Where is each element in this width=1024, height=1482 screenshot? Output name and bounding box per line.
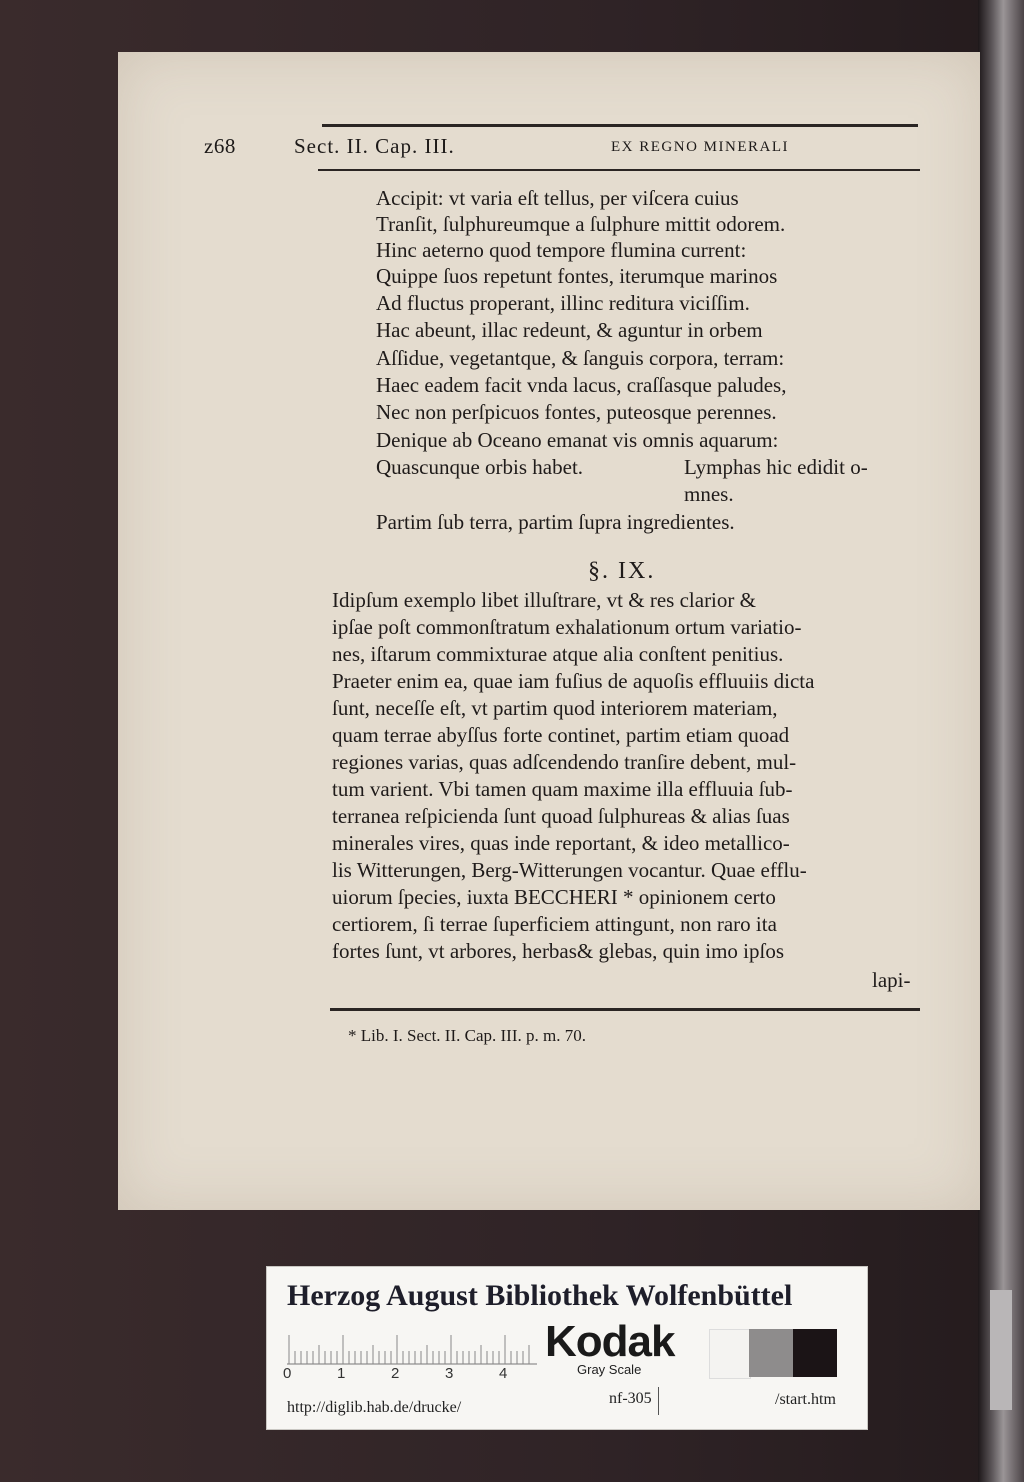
verse-line bbox=[376, 186, 739, 211]
prose-line: lis Witterungen, Berg-Witterungen vocantur. Quae efflu- bbox=[332, 858, 807, 882]
verse-text: Nec non perſpicuos fontes, puteosque perennes. bbox=[376, 400, 777, 424]
prose-line: terranea reſpicienda ſunt quoad ſulphureas & alias ſuas bbox=[332, 804, 790, 828]
verse-text: Quippe ſuos repetunt fontes, iterumque marinos bbox=[376, 264, 778, 288]
book-edge-strip bbox=[990, 1290, 1012, 1410]
prose-line: tum varient. Vbi tamen quam maxime illa effluuia ſub- bbox=[332, 777, 793, 801]
prose-line: fortes ſunt, vt arbores, herbas& glebas, quin imo ipſos bbox=[332, 939, 785, 963]
gray-scale-swatches bbox=[709, 1329, 839, 1377]
verse-text: Partim ſub terra, partim ſupra ingredientes. bbox=[376, 510, 735, 534]
ruler-number: 4 bbox=[499, 1365, 508, 1382]
header-tail: EX REGNO MINERALI bbox=[611, 139, 789, 155]
ruler-number: 0 bbox=[283, 1365, 292, 1382]
prose-line: regiones varias, quas adſcendendo tranſire debent, mul- bbox=[332, 750, 797, 774]
swatch-black bbox=[793, 1329, 837, 1377]
book-edge bbox=[978, 0, 1024, 1482]
verse-text: Tranſit, ſulphureumque a ſulphure mittit odorem. bbox=[376, 212, 786, 236]
prose-line: certiorem, ſi terrae ſuperficiem attingunt, non raro ita bbox=[332, 912, 777, 936]
start-path: /start.htm bbox=[775, 1391, 836, 1408]
prose-line: quam terrae abyſſus forte continet, partim etiam quoad bbox=[332, 723, 790, 747]
footnote: * Lib. I. Sect. II. Cap. III. p. m. 70. bbox=[348, 1026, 586, 1045]
prose-line: Praeter enim ea, quae iam fuſius de aquoſis effluuiis dicta bbox=[332, 669, 815, 693]
prose-line: ipſae poſt commonſtratum exhalationum ortum variatio- bbox=[332, 615, 802, 639]
verse-right: mnes. bbox=[684, 482, 734, 506]
library-url: http://diglib.hab.de/drucke/ bbox=[287, 1399, 462, 1416]
header-bottom-rule bbox=[318, 169, 920, 171]
verse-text: Hac abeunt, illac redeunt, & aguntur in orbem bbox=[376, 318, 763, 342]
header-top-rule bbox=[322, 124, 918, 127]
gray-scale-caption: Gray Scale bbox=[577, 1362, 642, 1377]
verse-text: Accipit: vt varia eſt tellus, per viſcera cuius bbox=[376, 186, 739, 210]
verse-line bbox=[376, 238, 746, 263]
ruler-number: 2 bbox=[391, 1365, 400, 1382]
kodak-logo: Kodak bbox=[545, 1317, 675, 1366]
verse-text: Ad fluctus properant, illinc reditura viciſſim. bbox=[376, 291, 750, 315]
verse-text: Haec eadem facit vnda lacus, craſſasque paludes, bbox=[376, 373, 787, 397]
section-heading: §. IX. bbox=[588, 558, 656, 584]
verse-line bbox=[376, 291, 750, 316]
verse-line bbox=[376, 455, 868, 480]
ruler-number: 3 bbox=[445, 1365, 454, 1382]
library-scale-label bbox=[266, 1266, 868, 1430]
prose-line: nes, iſtarum commixturae atque alia conſtent penitius. bbox=[332, 642, 784, 666]
verse-line bbox=[376, 428, 778, 453]
prose-line: ſunt, neceſſe eſt, vt partim quod interiorem materiam, bbox=[332, 696, 778, 720]
verse-line bbox=[376, 346, 784, 371]
verse-line bbox=[376, 318, 763, 343]
verse-line bbox=[376, 264, 777, 289]
prose-line: Idipſum exemplo libet illuſtrare, vt & res clarior & bbox=[332, 588, 756, 612]
page-number: z68 bbox=[204, 134, 236, 158]
verse-line bbox=[376, 373, 786, 398]
prose-line: uiorum ſpecies, iuxta BECCHERI * opinionem certo bbox=[332, 885, 776, 909]
verse-text: Hinc aeterno quod tempore flumina current: bbox=[376, 238, 747, 262]
centimeter-ruler bbox=[287, 1331, 537, 1365]
swatch-gray bbox=[749, 1329, 793, 1377]
prose-line: minerales vires, quas inde reportant, & ideo metallico- bbox=[332, 831, 790, 855]
running-header bbox=[204, 134, 924, 164]
swatch-white bbox=[709, 1329, 751, 1379]
verse-text: Denique ab Oceano emanat vis omnis aquarum: bbox=[376, 428, 779, 452]
catchword: lapi- bbox=[872, 968, 911, 992]
verse-right: Lymphas hic edidit o- bbox=[684, 455, 868, 479]
verse-line bbox=[376, 212, 785, 237]
shelfmark: nf-305 bbox=[609, 1387, 659, 1415]
verse-line bbox=[376, 400, 777, 425]
verse-text: Quascunque orbis habet. bbox=[376, 455, 584, 479]
header-title: Sect. II. Cap. III. bbox=[294, 134, 455, 158]
verse-text: Aſſidue, vegetantque, & ſanguis corpora, terram: bbox=[376, 346, 785, 370]
verse-line bbox=[376, 510, 735, 535]
library-name: Herzog August Bibliothek Wolfenbüttel bbox=[287, 1279, 793, 1312]
footnote-rule bbox=[330, 1008, 920, 1011]
ruler-number: 1 bbox=[337, 1365, 346, 1382]
